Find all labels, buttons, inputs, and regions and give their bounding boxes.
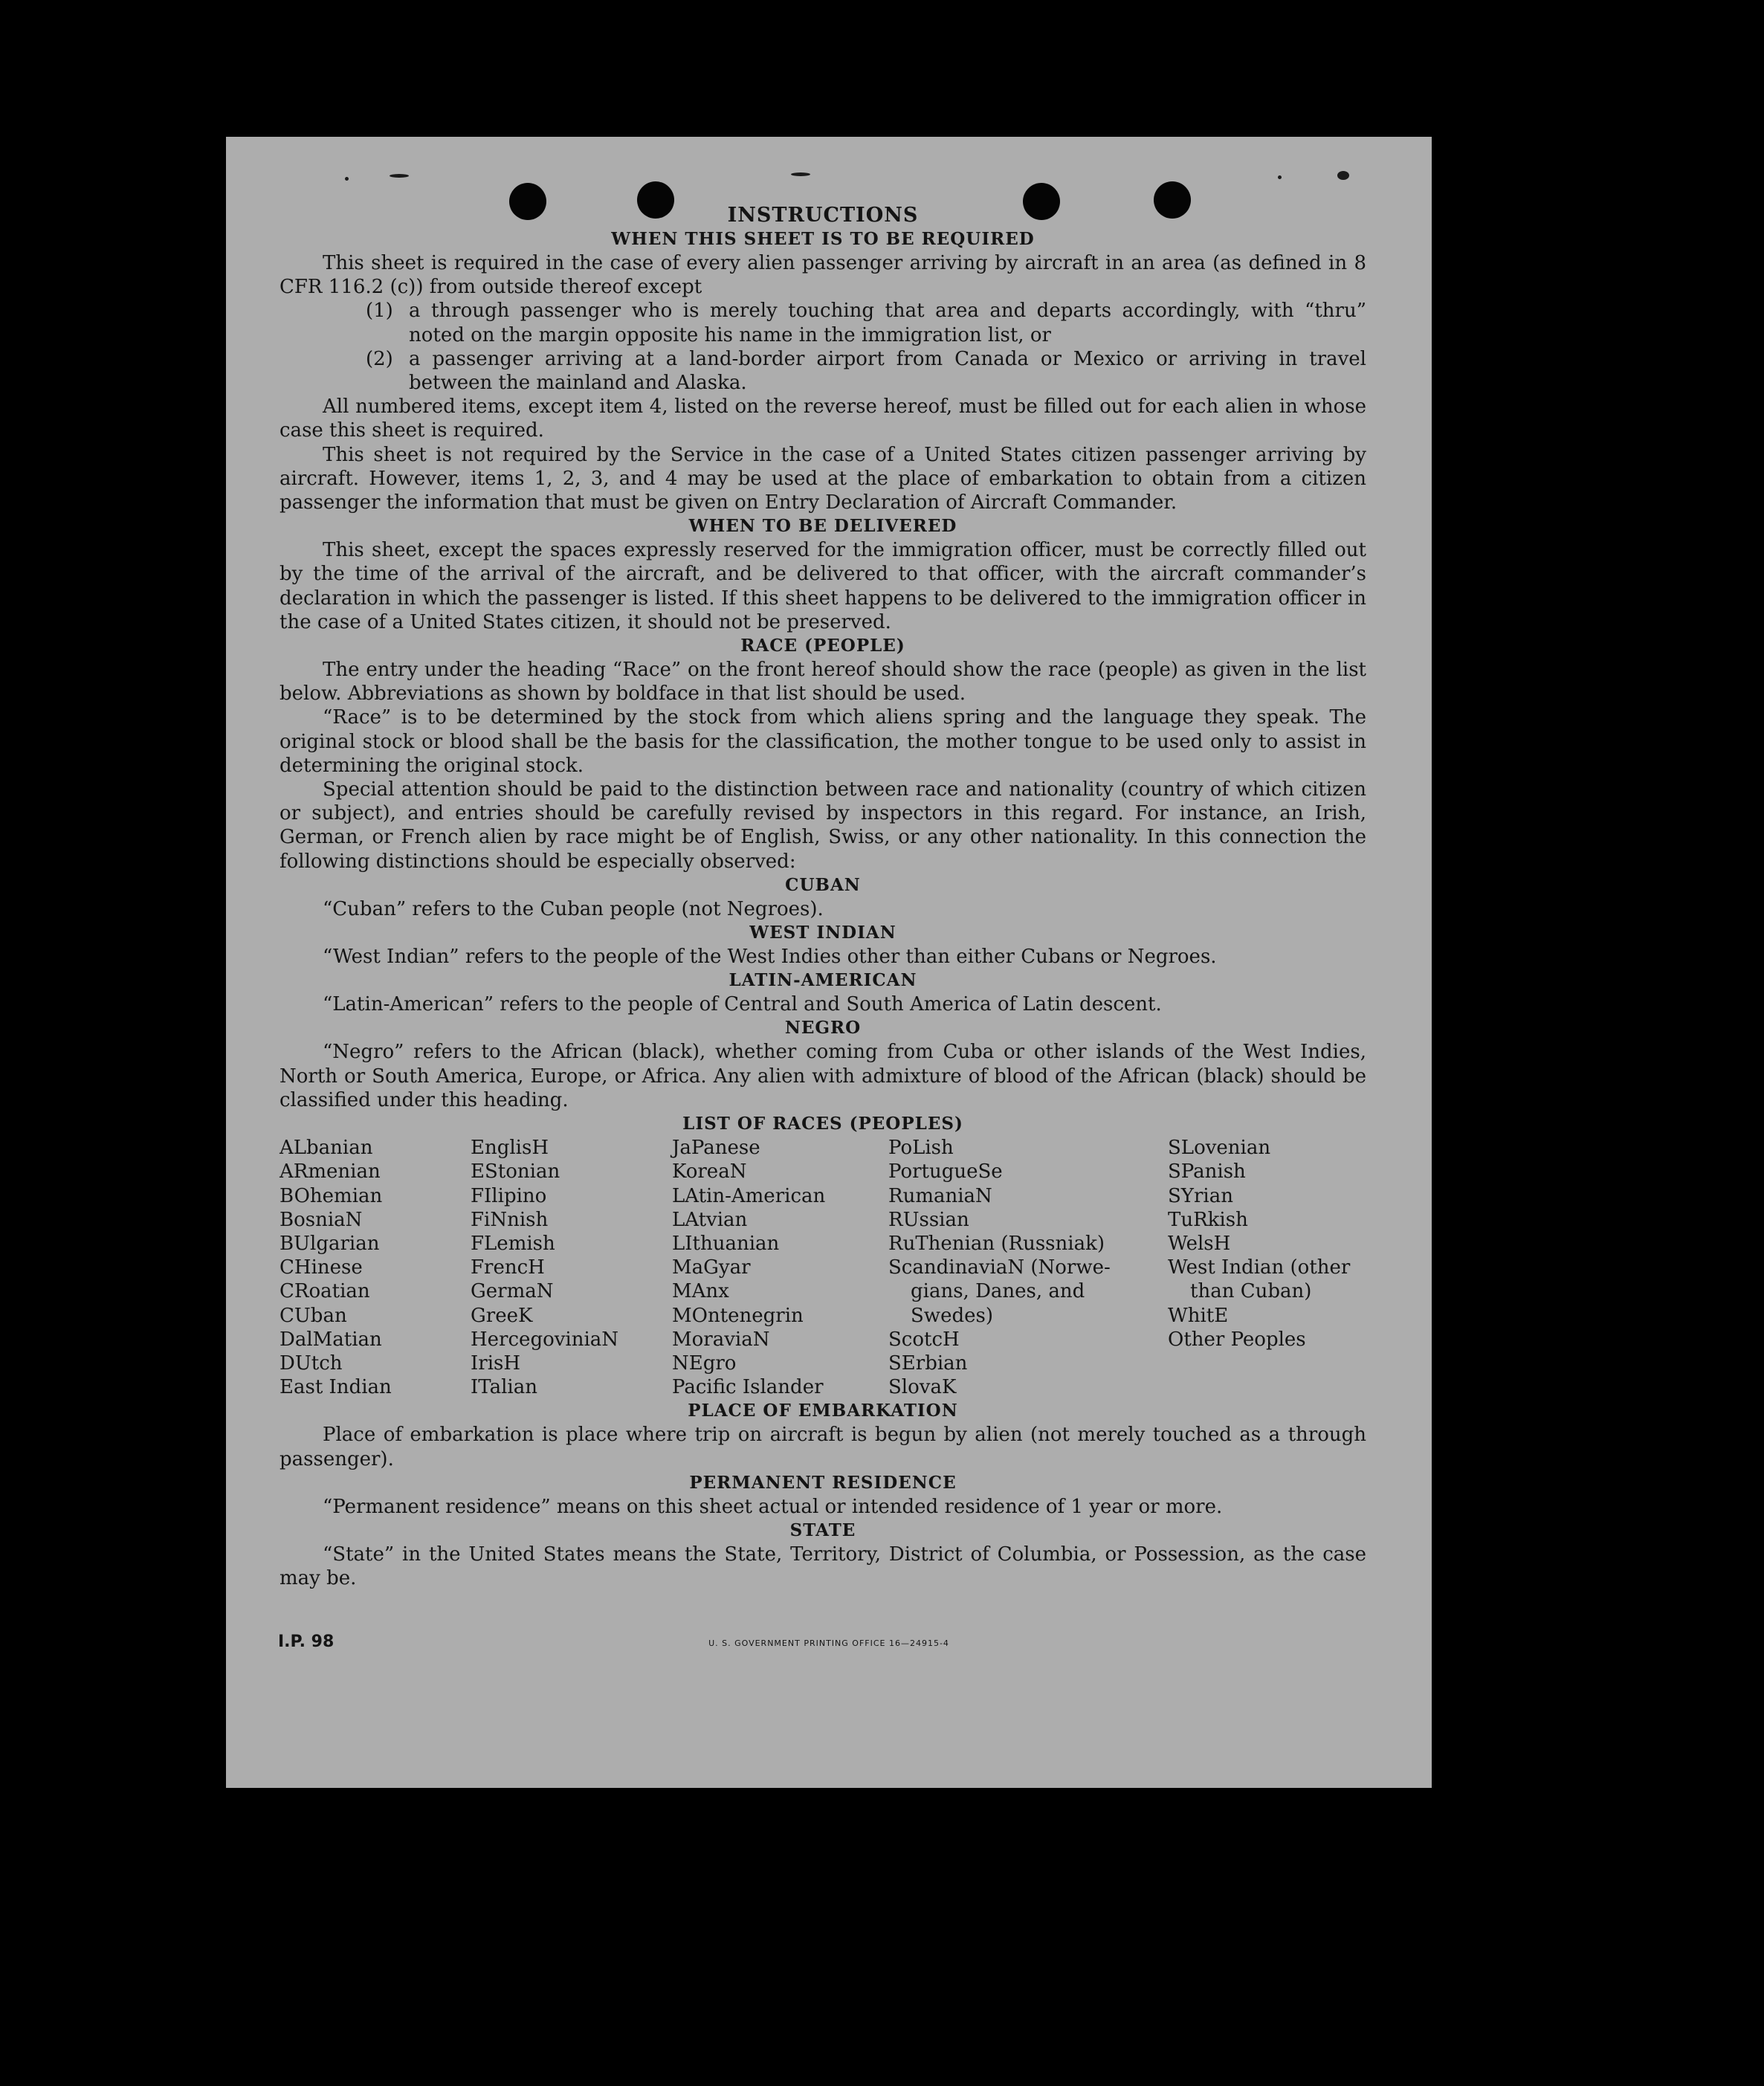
race-entry: SErbian <box>888 1352 968 1375</box>
instructions-body <box>280 204 1366 1590</box>
paragraph: “Permanent residence” means on this sheet actual or intended residence of 1 year or more. <box>323 1495 1223 1518</box>
heading-state: STATE <box>789 1520 856 1540</box>
races-column-1 <box>280 1136 471 1399</box>
heading-west-indian: WEST INDIAN <box>749 923 896 943</box>
race-entry: FiNnish <box>471 1208 549 1231</box>
race-entry: MOntenegrin <box>672 1304 804 1327</box>
speck-mark <box>345 177 349 181</box>
race-entry: West Indian (other <box>1168 1256 1351 1279</box>
paragraph: This sheet is required in the case of every alien passenger arriving by aircraft in an area (as defined in 8 CFR 116.2 (c)) from outside thereof except <box>280 252 1366 299</box>
heading-cuban: CUBAN <box>785 874 861 895</box>
printer-imprint: U. S. GOVERNMENT PRINTING OFFICE 16—24915-4 <box>708 1638 949 1648</box>
race-entry: KoreaN <box>672 1160 747 1184</box>
heading-race: RACE (PEOPLE) <box>740 636 905 656</box>
race-entry: DUtch <box>280 1352 343 1375</box>
heading-negro: NEGRO <box>784 1018 862 1039</box>
race-entry: Swedes) <box>911 1304 993 1327</box>
speck-mark <box>1278 175 1282 179</box>
document-sheet <box>226 137 1432 1788</box>
race-entry: ALbanian <box>280 1137 373 1160</box>
race-entry: SLovenian <box>1168 1137 1271 1160</box>
paragraph: This sheet is not required by the Service in the case of a United States citizen passenger arriving by aircraft. However, items 1, 2, 3, and 4 may be used at the place of embarkation to obtain from a citizen passenger the information that must be given on Entry Declaration of Aircraft Commander. <box>280 443 1366 514</box>
race-entry: RumaniaN <box>888 1184 992 1207</box>
race-entry: GermaN <box>471 1280 554 1303</box>
speck-mark <box>390 174 409 178</box>
race-entry: Pacific Islander <box>672 1376 824 1399</box>
race-entry: CUban <box>280 1304 347 1327</box>
races-column-4 <box>888 1136 1168 1399</box>
race-entry: GreeK <box>471 1304 533 1327</box>
paragraph: The entry under the heading “Race” on the front hereof should show the race (people) as given in the list below. Abbreviations as shown by boldface in that list should be used. <box>280 659 1366 705</box>
heading-permanent-residence: PERMANENT RESIDENCE <box>689 1472 957 1493</box>
paragraph: Place of embarkation is place where trip on aircraft is begun by alien (not merely touched as a through passenger). <box>280 1424 1366 1470</box>
races-column-5 <box>1168 1136 1366 1399</box>
race-entry: JaPanese <box>672 1137 760 1160</box>
speck-mark <box>791 172 810 176</box>
race-entry: WhitE <box>1168 1304 1229 1327</box>
race-entry: SlovaK <box>888 1376 957 1399</box>
race-entry: ScandinaviaN (Norwe- <box>888 1256 1111 1279</box>
race-entry: TuRkish <box>1168 1208 1248 1231</box>
race-entry: BosniaN <box>280 1208 363 1231</box>
item-number: (2) <box>366 347 393 370</box>
paragraph: “Negro” refers to the African (black), whether coming from Cuba or other islands of the West Indies, North or South America, Europe, or Africa. Any alien with admixture of blood of the African (black) should be classified under this heading. <box>280 1041 1366 1111</box>
page-title: INSTRUCTIONS <box>727 204 919 227</box>
heading-latin-american: LATIN-AMERICAN <box>728 970 917 991</box>
race-entry: EStonian <box>471 1160 560 1184</box>
form-number: I.P. 98 <box>278 1633 335 1651</box>
paragraph: “West Indian” refers to the people of the West Indies other than either Cubans or Negroes. <box>323 946 1217 969</box>
race-entry: PoLish <box>888 1137 954 1160</box>
race-entry: RUssian <box>888 1208 969 1231</box>
race-entry: RuThenian (Russniak) <box>888 1232 1105 1255</box>
race-entry: MoraviaN <box>672 1328 770 1351</box>
race-entry: EnglisH <box>471 1137 549 1160</box>
race-entry: FLemish <box>471 1232 555 1255</box>
race-entry: BUlgarian <box>280 1232 380 1255</box>
race-entry: FrencH <box>471 1256 545 1279</box>
race-entry: HercegoviniaN <box>471 1328 619 1351</box>
race-entry: DalMatian <box>280 1328 382 1351</box>
race-entry: LAtin-American <box>672 1184 826 1207</box>
race-entry: NEgro <box>672 1352 737 1375</box>
races-column-3 <box>672 1136 888 1399</box>
race-entry: MaGyar <box>672 1256 751 1279</box>
list-item <box>366 347 1366 395</box>
race-entry: ITalian <box>471 1376 537 1399</box>
heading-list-of-races: LIST OF RACES (PEOPLES) <box>682 1114 963 1134</box>
item-text: a through passenger who is merely touching that area and departs accordingly, with “thru” noted on the margin opposite his name in the immigration list, or <box>409 300 1366 346</box>
race-entry: CHinese <box>280 1256 363 1279</box>
item-text: a passenger arriving at a land-border airport from Canada or Mexico or arriving in travel between the mainland and Alaska. <box>409 347 1366 395</box>
paragraph: Special attention should be paid to the distinction between race and nationality (country of which citizen or subject), and entries should be carefully revised by inspectors in this regard. For instance, an Irish, German, or French alien by race might be of English, Swiss, or any other nationality. In this connection the following distinctions should be especially observed: <box>280 778 1366 873</box>
heading-embarkation: PLACE OF EMBARKATION <box>688 1401 958 1421</box>
paragraph: All numbered items, except item 4, listed on the reverse hereof, must be filled out for each alien in whose case this sheet is required. <box>280 395 1366 442</box>
race-entry: than Cuban) <box>1190 1280 1312 1303</box>
race-entry: BOhemian <box>280 1184 383 1207</box>
paragraph: This sheet, except the spaces expressly reserved for the immigration officer, must be correctly filled out by the time of the arrival of the aircraft, and be delivered to that officer, with the aircraft commander’s declaration in which the passenger is listed. If this sheet happens to be delivered to the immigration officer in the case of a United States citizen, it should not be preserved. <box>280 539 1366 633</box>
race-entry: LAtvian <box>672 1208 748 1231</box>
item-number: (1) <box>366 300 393 323</box>
races-table <box>280 1136 1366 1399</box>
list-item <box>366 299 1366 346</box>
race-entry: CRoatian <box>280 1280 370 1303</box>
race-entry: East Indian <box>280 1376 392 1399</box>
race-entry: ScotcH <box>888 1328 960 1351</box>
heading-when-delivered: WHEN TO BE DELIVERED <box>688 516 957 537</box>
race-entry: FIlipino <box>471 1184 547 1207</box>
race-entry: Other Peoples <box>1168 1328 1306 1351</box>
races-column-2 <box>471 1136 672 1399</box>
heading-when-required: WHEN THIS SHEET IS TO BE REQUIRED <box>611 229 1035 249</box>
race-entry: gians, Danes, and <box>911 1280 1085 1303</box>
race-entry: LIthuanian <box>672 1232 780 1255</box>
paragraph: “State” in the United States means the State, Territory, District of Columbia, or Possession, as the case may be. <box>280 1543 1366 1590</box>
race-entry: SYrian <box>1168 1184 1233 1207</box>
race-entry: SPanish <box>1168 1160 1246 1184</box>
race-entry: MAnx <box>672 1280 729 1303</box>
speck-mark <box>1337 171 1349 180</box>
paragraph: “Race” is to be determined by the stock from which aliens spring and the language they speak. The original stock or blood shall be the basis for the classification, the mother tongue to be used only to assist in determining the original stock. <box>280 706 1366 777</box>
race-entry: PortugueSe <box>888 1160 1003 1184</box>
race-entry: ARmenian <box>280 1160 381 1184</box>
paragraph: “Cuban” refers to the Cuban people (not Negroes). <box>323 897 824 920</box>
race-entry: WelsH <box>1168 1232 1231 1255</box>
paragraph: “Latin-American” refers to the people of Central and South America of Latin descent. <box>323 993 1162 1016</box>
race-entry: IrisH <box>471 1352 521 1375</box>
